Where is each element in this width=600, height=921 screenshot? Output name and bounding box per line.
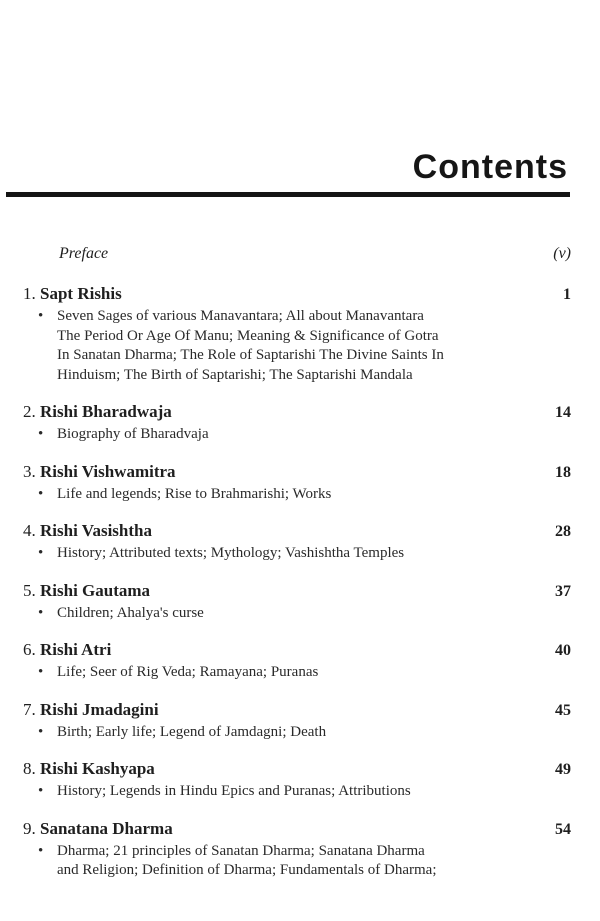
table-of-contents	[23, 244, 571, 898]
topic-line: Seven Sages of various Manavantara; All about Manavantara	[57, 308, 424, 324]
chapter-topics	[23, 485, 571, 505]
chapter-title: Rishi Kashyapa	[40, 759, 155, 778]
toc-entry-header	[23, 819, 571, 840]
chapter-heading	[23, 521, 152, 541]
chapter-title: Rishi Vasishtha	[40, 521, 152, 540]
toc-entry-preface[interactable]	[23, 244, 571, 264]
chapter-title: Rishi Atri	[40, 640, 112, 659]
toc-entry-header	[23, 581, 571, 602]
chapter-title: Rishi Vishwamitra	[40, 461, 176, 481]
chapter-page-number: 49	[555, 761, 571, 778]
chapter-page-number: 1	[563, 286, 571, 303]
chapter-number: 2.	[23, 402, 36, 421]
chapter-page-number: 18	[555, 463, 571, 481]
chapter-topics	[23, 842, 571, 881]
chapter-list	[23, 284, 571, 881]
chapter-heading	[23, 700, 159, 720]
topic-line: The Period Or Age Of Manu; Meaning & Significance of Gotra	[57, 327, 439, 344]
toc-entry[interactable]	[23, 700, 571, 743]
chapter-page-number: 45	[555, 701, 571, 719]
bullet-icon: •	[38, 664, 44, 680]
topic-line: Children; Ahalya's curse	[57, 604, 204, 621]
chapter-number: 7.	[23, 699, 36, 719]
toc-entry-header	[23, 284, 571, 305]
chapter-page-number: 28	[555, 523, 571, 540]
chapter-topics	[23, 425, 571, 445]
toc-entry[interactable]	[23, 819, 571, 881]
toc-entry-header	[23, 402, 571, 423]
chapter-heading	[23, 759, 155, 779]
chapter-page-number: 37	[555, 582, 571, 600]
page-title: Contents	[412, 148, 568, 186]
chapter-title: Rishi Gautama	[40, 580, 151, 600]
bullet-icon: •	[38, 308, 44, 324]
chapter-number: 3.	[23, 461, 36, 481]
chapter-heading	[23, 640, 111, 660]
chapter-topics	[23, 544, 571, 564]
chapter-topics	[23, 663, 571, 683]
topic-line: History; Legends in Hindu Epics and Puranas; Attributions	[57, 783, 411, 799]
chapter-number: 4.	[23, 521, 36, 540]
bullet-icon: •	[38, 426, 44, 442]
chapter-heading	[23, 402, 172, 422]
toc-entry[interactable]	[23, 759, 571, 802]
preface-page-number: (v)	[553, 245, 571, 262]
chapter-heading	[23, 819, 173, 839]
chapter-number: 8.	[23, 759, 36, 778]
chapter-page-number: 14	[555, 404, 571, 421]
toc-entry-header	[23, 759, 571, 780]
toc-entry-header	[23, 700, 571, 721]
topic-line: Life and legends; Rise to Brahmarishi; Works	[57, 485, 332, 502]
chapter-title: Sapt Rishis	[40, 284, 122, 303]
chapter-heading	[23, 581, 150, 601]
bullet-icon: •	[38, 723, 44, 740]
topic-line: Hinduism; The Birth of Saptarishi; The Saptarishi Mandala	[57, 366, 413, 383]
chapter-topics	[23, 723, 571, 743]
topic-line: Biography of Bharadvaja	[57, 426, 209, 442]
toc-entry[interactable]	[23, 581, 571, 624]
bullet-icon: •	[38, 842, 44, 859]
chapter-heading	[23, 462, 176, 482]
chapter-topics	[23, 782, 571, 802]
topic-line: In Sanatan Dharma; The Role of Saptarishi The Divine Saints In	[57, 347, 444, 363]
toc-entry[interactable]	[23, 284, 571, 385]
chapter-number: 5.	[23, 580, 36, 600]
chapter-topics	[23, 307, 571, 385]
bullet-icon: •	[38, 545, 44, 561]
bullet-icon: •	[38, 485, 44, 502]
topic-line: Birth; Early life; Legend of Jamdagni; Death	[57, 723, 327, 740]
chapter-page-number: 40	[555, 642, 571, 659]
toc-entry-header	[23, 521, 571, 542]
heading-rule	[6, 192, 570, 197]
bullet-icon: •	[38, 783, 44, 799]
topic-line: Dharma; 21 principles of Sanatan Dharma; Sanatana Dharma	[57, 842, 425, 859]
chapter-title: Rishi Jmadagini	[40, 699, 159, 719]
topic-line: History; Attributed texts; Mythology; Vashishtha Temples	[57, 545, 405, 561]
chapter-title: Rishi Bharadwaja	[40, 402, 172, 421]
toc-entry-header	[23, 640, 571, 661]
bullet-icon: •	[38, 604, 44, 621]
toc-entry[interactable]	[23, 640, 571, 683]
chapter-number: 9.	[23, 818, 36, 838]
toc-entry-header	[23, 462, 571, 483]
chapter-heading	[23, 284, 122, 304]
chapter-page-number: 54	[555, 820, 571, 838]
topic-line: and Religion; Definition of Dharma; Fundamentals of Dharma;	[57, 862, 437, 878]
preface-label: Preface	[59, 245, 109, 262]
toc-entry[interactable]	[23, 521, 571, 564]
chapter-number: 6.	[23, 640, 36, 659]
chapter-topics	[23, 604, 571, 624]
toc-entry[interactable]	[23, 462, 571, 505]
topic-line: Life; Seer of Rig Veda; Ramayana; Puranas	[57, 664, 319, 680]
chapter-number: 1.	[23, 284, 36, 303]
chapter-title: Sanatana Dharma	[40, 818, 173, 838]
toc-entry[interactable]	[23, 402, 571, 445]
